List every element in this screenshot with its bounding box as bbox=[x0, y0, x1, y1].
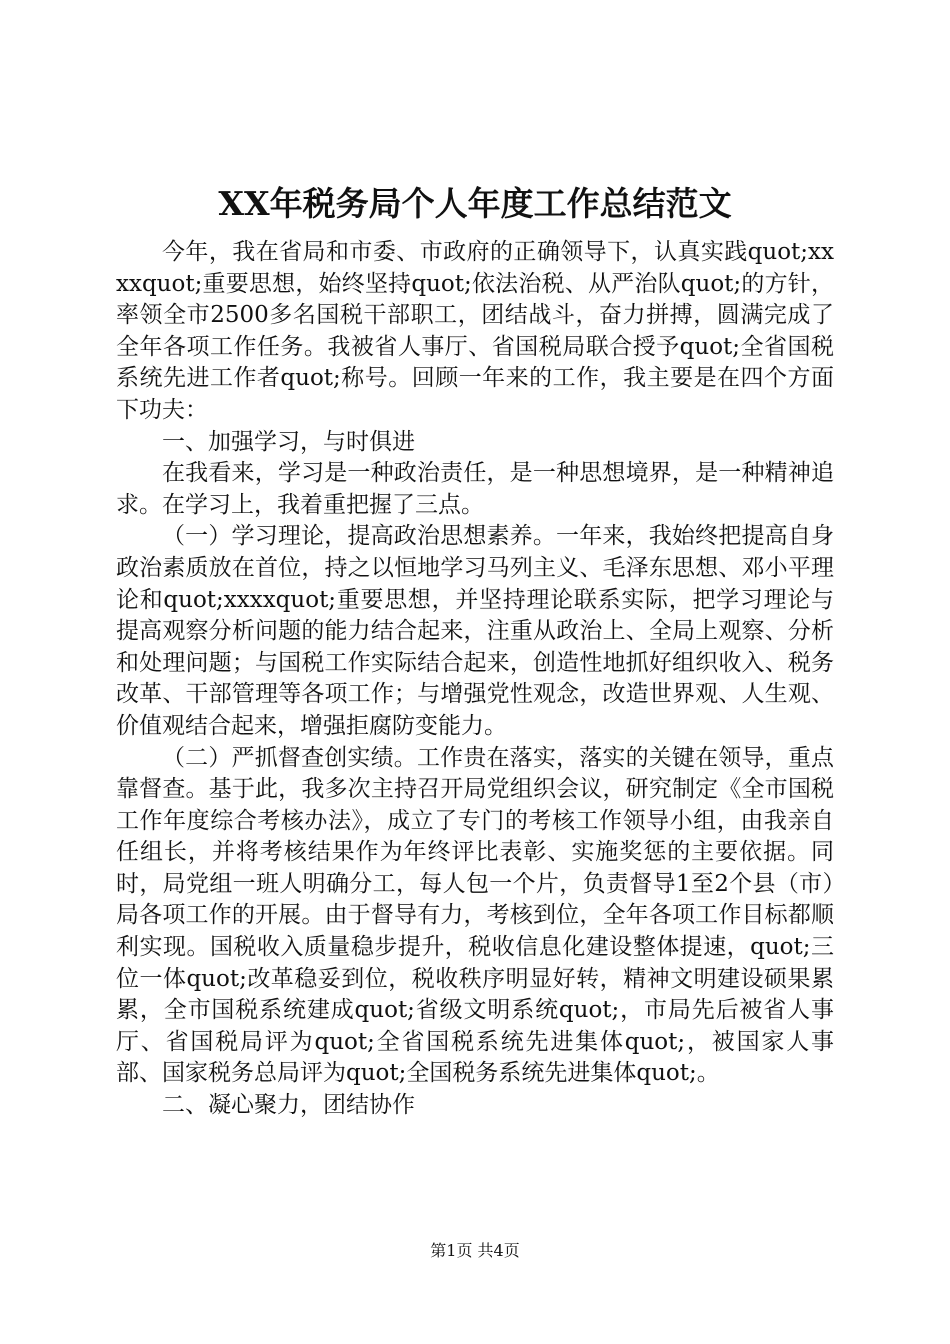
paragraph-intro: 今年，我在省局和市委、市政府的正确领导下，认真实践quot;xxxxquot;重要思想，始终坚持quot;依法治税、从严治队quot;的方针，率领全市2500多名国税干部职工，团结战斗，奋力拼搏，圆满完成了全年各项工作任务。我被省人事厅、省国税局联合授予quot;全省国税系统先进工作者quot;称号。回顾一年来的工作，我主要是在四个方面下功夫： bbox=[116, 239, 834, 423]
section-heading-1: 一、加强学习，与时俱进 bbox=[162, 428, 415, 455]
document-title: XX年税务局个人年度工作总结范文 bbox=[218, 184, 732, 223]
section-heading-2: 二、凝心聚力，团结协作 bbox=[162, 1092, 415, 1119]
paragraph-supervision: （二）严抓督查创实绩。工作贵在落实，落实的关键在领导，重点靠督查。基于此，我多次主持召开局党组织会议，研究制定《全市国税工作年度综合考核办法》，成立了专门的考核工作领导小组，由我亲自任组长，并将考核结果作为年终评比表彰、实施奖惩的主要依据。同时，局党组一班人明确分工，每人包一个片，负责督导1至2个县（市）局各项工作的开展。由于督导有力，考核到位，全年各项工作目标都顺利实现。国税收入质量稳步提升，税收信息化建设整体提速，quot;三位一体quot;改革稳妥到位，税收秩序明显好转，精神文明建设硕果累累，全市国税系统建成quot;省级文明系统quot;，市局先后被省人事厅、省国税局评为quot;全省国税系统先进集体quot;，被国家人事部、国家税务总局评为quot;全国税务系统先进集体quot;。 bbox=[116, 744, 834, 1087]
page-footer: 第1页 共4页 bbox=[430, 1241, 520, 1260]
document-body bbox=[116, 237, 834, 1122]
paragraph-study: 在我看来，学习是一种政治责任，是一种思想境界，是一种精神追求。在学习上，我着重把握了三点。 bbox=[116, 460, 834, 518]
paragraph-theory: （一）学习理论，提高政治思想素养。一年来，我始终把提高自身政治素质放在首位，持之以恒地学习马列主义、毛泽东思想、邓小平理论和quot;xxxxquot;重要思想，并坚持理论联系实际，把学习理论与提高观察分析问题的能力结合起来，注重从政治上、全局上观察、分析和处理问题；与国税工作实际结合起来，创造性地抓好组织收入、税务改革、干部管理等各项工作；与增强党性观念，改造世界观、人生观、价值观结合起来，增强拒腐防变能力。 bbox=[116, 523, 834, 739]
